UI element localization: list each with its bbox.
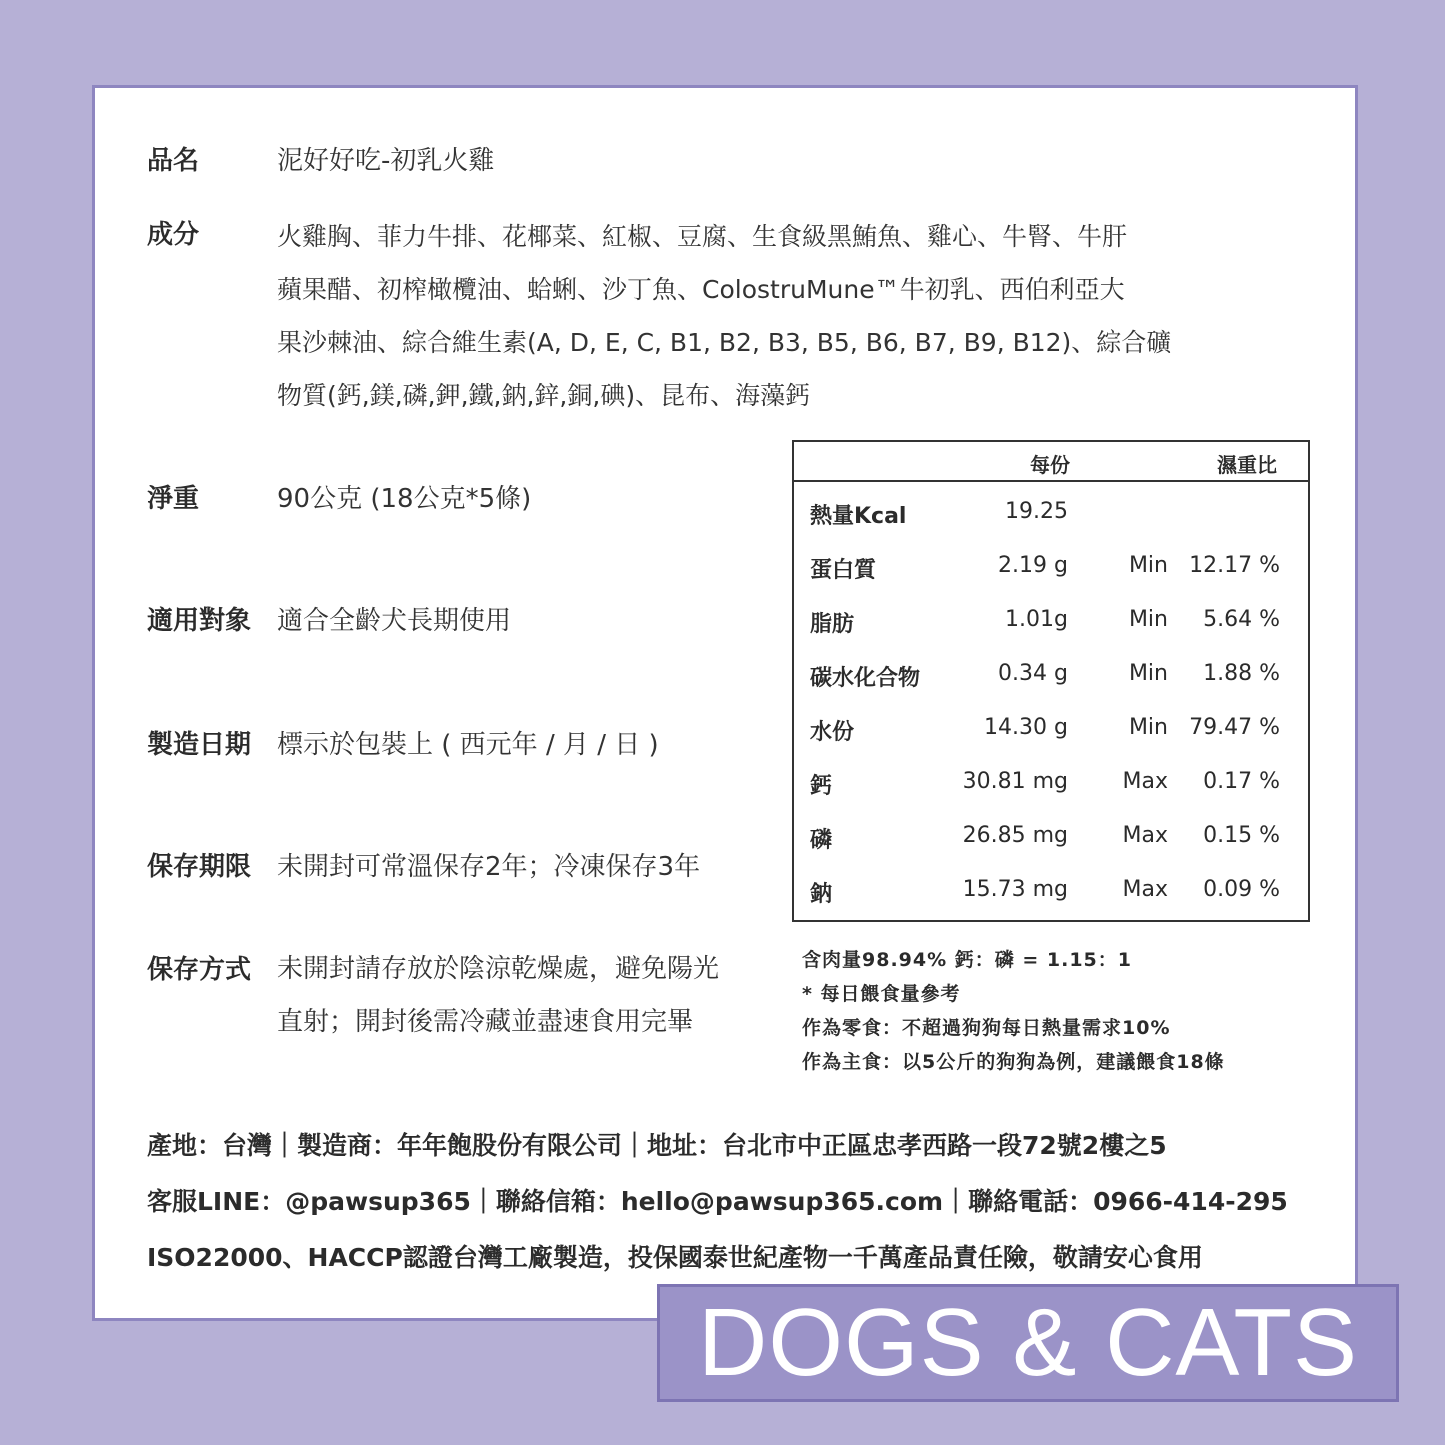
target-label: 適用對象 bbox=[147, 606, 252, 636]
ingredients-label: 成分 bbox=[147, 220, 200, 250]
nutrient-name: 水份 bbox=[810, 720, 855, 745]
meat-content-note: 含肉量98.94% 鈣：磷 = 1.15：1 bbox=[802, 949, 1132, 971]
nutrient-limit-type: Max bbox=[1122, 769, 1168, 794]
wet-ratio-header: 濕重比 bbox=[1217, 453, 1277, 477]
nutrient-amount: 15.73 mg bbox=[962, 877, 1068, 902]
nutrient-percent: 0.17 % bbox=[1203, 769, 1280, 794]
mfg-date-value: 標示於包裝上 ( 西元年 / 月 / 日 ) bbox=[277, 730, 659, 760]
nutrient-limit-type: Min bbox=[1128, 607, 1168, 632]
ingredients-list bbox=[277, 210, 1267, 422]
nutrition-row bbox=[794, 865, 1308, 919]
ingredients-line: 果沙棘油、綜合維生素(A, D, E, C, B1, B2, B3, B5, B6, B7, B9, B12)、綜合礦 bbox=[277, 328, 1172, 357]
product-name-label: 品名 bbox=[147, 146, 200, 176]
nutrient-name: 碳水化合物 bbox=[810, 666, 921, 691]
feeding-notes bbox=[802, 943, 1225, 1079]
nutrient-limit-type: Max bbox=[1122, 823, 1168, 848]
origin-manufacturer-line: 產地：台灣｜製造商：年年飽股份有限公司｜地址：台北市中正區忠孝西路一段72號2樓之5 bbox=[147, 1131, 1167, 1160]
nutrient-amount: 19.25 bbox=[1005, 499, 1068, 524]
nutrition-table bbox=[792, 440, 1310, 922]
nutrient-amount: 14.30 g bbox=[984, 715, 1068, 740]
product-info-card bbox=[92, 85, 1358, 1321]
ingredients-line: 物質(鈣,鎂,磷,鉀,鐵,鈉,鋅,銅,碘)、昆布、海藻鈣 bbox=[277, 381, 811, 410]
net-weight-label: 淨重 bbox=[147, 484, 200, 514]
storage-line: 直射；開封後需冷藏並盡速食用完畢 bbox=[277, 1007, 694, 1037]
dogs-cats-banner: DOGS & CATS bbox=[657, 1284, 1399, 1402]
nutrient-limit-type: Min bbox=[1128, 553, 1168, 578]
nutrient-amount: 2.19 g bbox=[998, 553, 1068, 578]
nutrient-limit-type: Min bbox=[1128, 715, 1168, 740]
nutrition-row bbox=[794, 595, 1308, 649]
nutrient-percent: 5.64 % bbox=[1203, 607, 1280, 632]
contact-line: 客服LINE：@pawsup365｜聯絡信箱：hello@pawsup365.com｜聯絡電話：0966-414-295 bbox=[147, 1187, 1288, 1216]
shelf-life-value: 未開封可常溫保存2年；冷凍保存3年 bbox=[277, 852, 701, 882]
nutrient-name: 磷 bbox=[810, 828, 833, 853]
shelf-life-label: 保存期限 bbox=[147, 852, 252, 882]
nutrient-limit-type: Max bbox=[1122, 877, 1168, 902]
net-weight-value: 90公克 (18公克*5條) bbox=[277, 484, 532, 514]
target-value: 適合全齡犬長期使用 bbox=[277, 606, 512, 636]
nutrient-percent: 1.88 % bbox=[1203, 661, 1280, 686]
nutrient-limit-type: Min bbox=[1128, 661, 1168, 686]
storage-line: 未開封請存放於陰涼乾燥處，避免陽光 bbox=[277, 954, 720, 984]
nutrition-row bbox=[794, 757, 1308, 811]
company-info bbox=[147, 1118, 1288, 1286]
nutrient-amount: 30.81 mg bbox=[962, 769, 1068, 794]
ingredients-line: 蘋果醋、初榨橄欖油、蛤蜊、沙丁魚、ColostruMune™牛初乳、西伯利亞大 bbox=[277, 275, 1125, 304]
nutrient-name: 鈣 bbox=[810, 774, 833, 799]
nutrition-row bbox=[794, 649, 1308, 703]
nutrient-name: 熱量Kcal bbox=[810, 504, 907, 529]
nutrition-row bbox=[794, 703, 1308, 757]
product-name-value: 泥好好吃-初乳火雞 bbox=[277, 146, 495, 176]
mfg-date-label: 製造日期 bbox=[147, 730, 252, 760]
nutrient-percent: 12.17 % bbox=[1189, 553, 1280, 578]
certification-line: ISO22000、HACCP認證台灣工廠製造，投保國泰世紀產物一千萬產品責任險，敬請安心食用 bbox=[147, 1243, 1203, 1272]
nutrient-amount: 1.01g bbox=[1005, 607, 1068, 632]
nutrient-percent: 0.09 % bbox=[1203, 877, 1280, 902]
nutrient-amount: 26.85 mg bbox=[962, 823, 1068, 848]
nutrition-row bbox=[794, 487, 1308, 541]
nutrition-row bbox=[794, 811, 1308, 865]
nutrient-name: 蛋白質 bbox=[810, 558, 877, 583]
nutrient-name: 鈉 bbox=[810, 882, 833, 907]
nutrition-table-header bbox=[794, 442, 1308, 482]
nutrition-row bbox=[794, 541, 1308, 595]
snack-feeding-note: 作為零食：不超過狗狗每日熱量需求10% bbox=[802, 1017, 1171, 1039]
nutrient-amount: 0.34 g bbox=[998, 661, 1068, 686]
nutrient-percent: 0.15 % bbox=[1203, 823, 1280, 848]
nutrient-percent: 79.47 % bbox=[1189, 715, 1280, 740]
ingredients-line: 火雞胸、菲力牛排、花椰菜、紅椒、豆腐、生食級黑鮪魚、雞心、牛腎、牛肝 bbox=[277, 222, 1128, 251]
storage-label: 保存方式 bbox=[147, 955, 252, 985]
nutrient-name: 脂肪 bbox=[810, 612, 855, 637]
storage-text bbox=[277, 943, 719, 1049]
main-meal-feeding-note: 作為主食：以5公斤的狗狗為例，建議餵食18條 bbox=[802, 1051, 1225, 1073]
feeding-reference-title: * 每日餵食量參考 bbox=[802, 983, 961, 1005]
per-serving-header: 每份 bbox=[1030, 453, 1070, 477]
